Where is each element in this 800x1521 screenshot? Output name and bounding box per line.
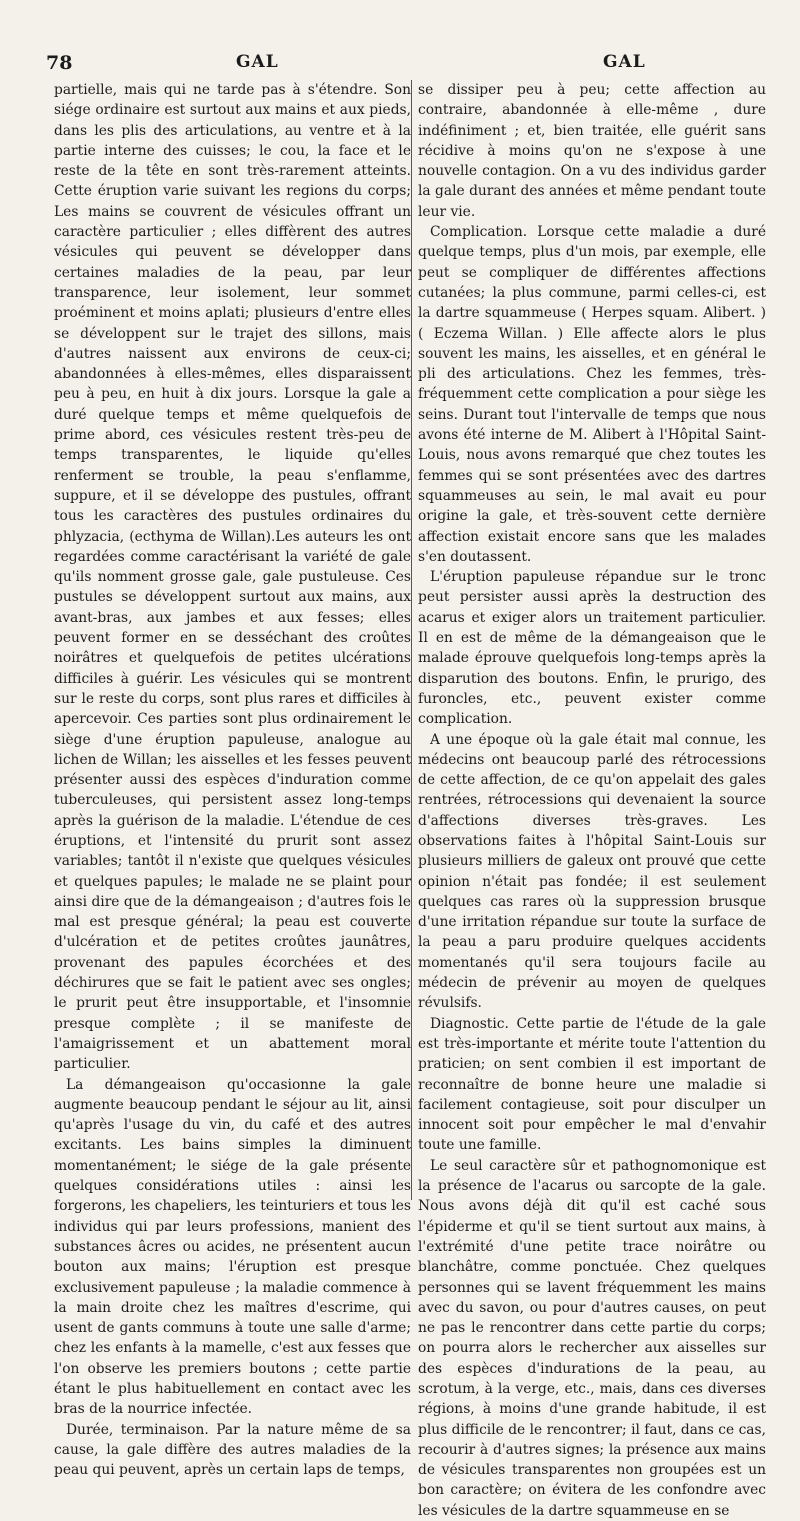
right-column: [418, 80, 766, 1521]
page-number: 78: [46, 52, 73, 74]
right-running-title: GAL: [603, 52, 646, 72]
paragraph: A une époque où la gale était mal connue, les médecins ont beaucoup parlé des rétrocessions de cette affection, de ce qu'on appelait des gales rentrées, rétrocessions qui devenaient la source d'affections diverses très-graves. Les observations faites à l'hôpital Saint-Louis sur plusieurs milliers de galeux ont prouvé que cette opinion n'était pas fondée; il est seulement quelques cas rares où la suppression brusque d'une irritation répandue sur toute la surface de la peau a paru produire quelques accidents momentanés qu'il sera toujours facile au médecin de prévenir au moyen de quelques révulsifs.: [418, 731, 766, 1012]
paragraph: La démangeaison qu'occasionne la gale augmente beaucoup pendant le séjour au lit, ainsi qu'après l'usage du vin, du café et des autres excitants. Les bains simples la diminuent momentanément; le siége de la gale présente quelques considérations utiles : ainsi les forgerons, les chapeliers, les teinturiers et tous les individus qui par leurs professions, manient des substances âcres ou acides, ne présentent aucun bouton aux mains; l'éruption est presque exclusivement papuleuse ; la maladie commence à la main droite chez les maîtres d'escrime, qui usent de gants communs à toute une salle d'arme; chez les enfants à la mamelle, c'est aux fesses que l'on observe les premiers boutons ; cette partie étant le plus habituellement en contact avec les bras de la nourrice infectée.: [54, 1076, 411, 1418]
left-running-title: GAL: [236, 52, 279, 72]
paragraph: L'éruption papuleuse répandue sur le tronc peut persister aussi après la destruction des acarus et exiger alors un traitement particulier. Il en est de même de la démangeaison que le malade éprouve quelquefois long-temps après la disparution des boutons. Enfin, le prurigo, des furoncles, etc., peuvent exister comme complication.: [418, 569, 766, 728]
paragraph: se dissiper peu à peu; cette affection au contraire, abandonnée à elle-même , dure indéfiniment ; et, bien traitée, elle guérit sans récidive à moins qu'on ne s'expose à une nouvelle contagion. On a vu des individus garder la gale durant des années et même pendant toute leur vie.: [418, 82, 766, 220]
left-column: [54, 80, 411, 1480]
paragraph: partielle, mais qui ne tarde pas à s'étendre. Son siége ordinaire est surtout aux mains et aux pieds, dans les plis des articulations, au ventre et à la partie interne des cuisses; le cou, la face et le reste de la tête en sont très-rarement atteints. Cette éruption varie suivant les regions du corps; Les mains se couvrent de vésicules offrant un caractère particulier ; elles diffèrent des autres vésicules qui peuvent se développer dans certaines maladies de la peau, par leur transparence, leur isolement, leur sommet proéminent et moins aplati; plusieurs d'entre elles se développent sur le trajet des sillons, mais d'autres naissent aux environs de ceux-ci; abandonnées à elles-mêmes, elles disparaissent peu à peu, en huit à dix jours. Lorsque la gale a duré quelque temps et même quelquefois de prime abord, ces vésicules restent très-peu de temps transparentes, le liquide qu'elles renferment se trouble, la peau s'enflamme, suppure, et il se développe des pustules, offrant tous les caractères des pustules ordinaires du phlyzacia, (ecthyma de Willan).Les auteurs les ont regardées comme caractérisant la variété de gale qu'ils nomment grosse gale, gale pustuleuse. Ces pustules se développent surtout aux mains, aux avant-bras, aux jambes et aux fesses; elles peuvent former en se desséchant des croûtes noirâtres et quelquefois de petites ulcérations difficiles à guérir. Les vésicules qui se montrent sur le reste du corps, sont plus rares et difficiles à apercevoir. Ces parties sont plus ordinairement le siège d'une éruption papuleuse, analogue au lichen de Willan; les aisselles et les fesses peuvent présenter aussi des espèces d'induration comme tuberculeuses, qui persistent assez long-temps après la guérison de la maladie. L'étendue de ces éruptions, et l'intensité du prurit sont assez variables; tantôt il n'existe que quelques vésicules et quelques papules; le malade ne se plaint pour ainsi dire que de la démangeaison ; d'autres fois le mal est presque général; la peau est couverte d'ulcération et de petites croûtes jaunâtres, provenant des papules écorchées et des déchirures que se fait le patient avec ses ongles; le prurit peut être insupportable, et l'insomnie presque complète ; il se manifeste de l'amaigrissement et un abattement moral particulier.: [54, 82, 411, 1073]
column-divider: [411, 80, 412, 1200]
running-header: [40, 52, 760, 76]
paragraph: Le seul caractère sûr et pathognomonique est la présence de l'acarus ou sarcopte de la gale. Nous avons déjà dit qu'il est caché sous l'épiderme et qu'il se tient surtout aux mains, à l'extrémité d'une petite trace noirâtre ou blanchâtre, comme ponctuée. Chez quelques personnes qui se lavent fréquemment les mains avec du savon, ou pour d'autres causes, on peut ne pas le rencontrer dans cette partie du corps; on pourra alors le rechercher aux aisselles sur des espèces d'indurations de la peau, au scrotum, à la verge, etc., mais, dans ces diverses régions, à moins d'une grande habitude, il est plus difficile de le rencontrer; il faut, dans ce cas, recourir à d'autres signes; la présence aux mains de vésicules transparentes non groupées est un bon caractère; on évitera de les confondre avec les vésicules de la dartre squammeuse en se: [418, 1157, 766, 1519]
paragraph: Complication. Lorsque cette maladie a duré quelque temps, plus d'un mois, par exemple, elle peut se compliquer de différentes affections cutanées; la plus commune, parmi celles-ci, est la dartre squammeuse ( Herpes squam. Alibert. ) ( Eczema Willan. ) Elle affecte alors le plus souvent les mains, les aisselles, et en général le pli des articulations. Chez les femmes, très-fréquemment cette complication a pour siège les seins. Durant tout l'intervalle de temps que nous avons été interne de M. Alibert à l'Hôpital Saint-Louis, nous avons remarqué que chez toutes les femmes qui se sont présentées avec des dartres squammeuses au sein, le mal avait eu pour origine la gale, et très-souvent cette dernière affection existait encore sans que les malades s'en doutassent.: [418, 224, 766, 565]
paragraph: Diagnostic. Cette partie de l'étude de la gale est très-importante et mérite toute l'attention du praticien; on sent combien il est important de reconnaître de bonne heure une maladie si facilement contagieuse, soit pour disculper un innocent soit pour empêcher le mal d'envahir toute une famille.: [418, 1015, 766, 1154]
paragraph: Durée, terminaison. Par la nature même de sa cause, la gale diffère des autres maladies de la peau qui peuvent, après un certain laps de temps,: [54, 1421, 411, 1479]
